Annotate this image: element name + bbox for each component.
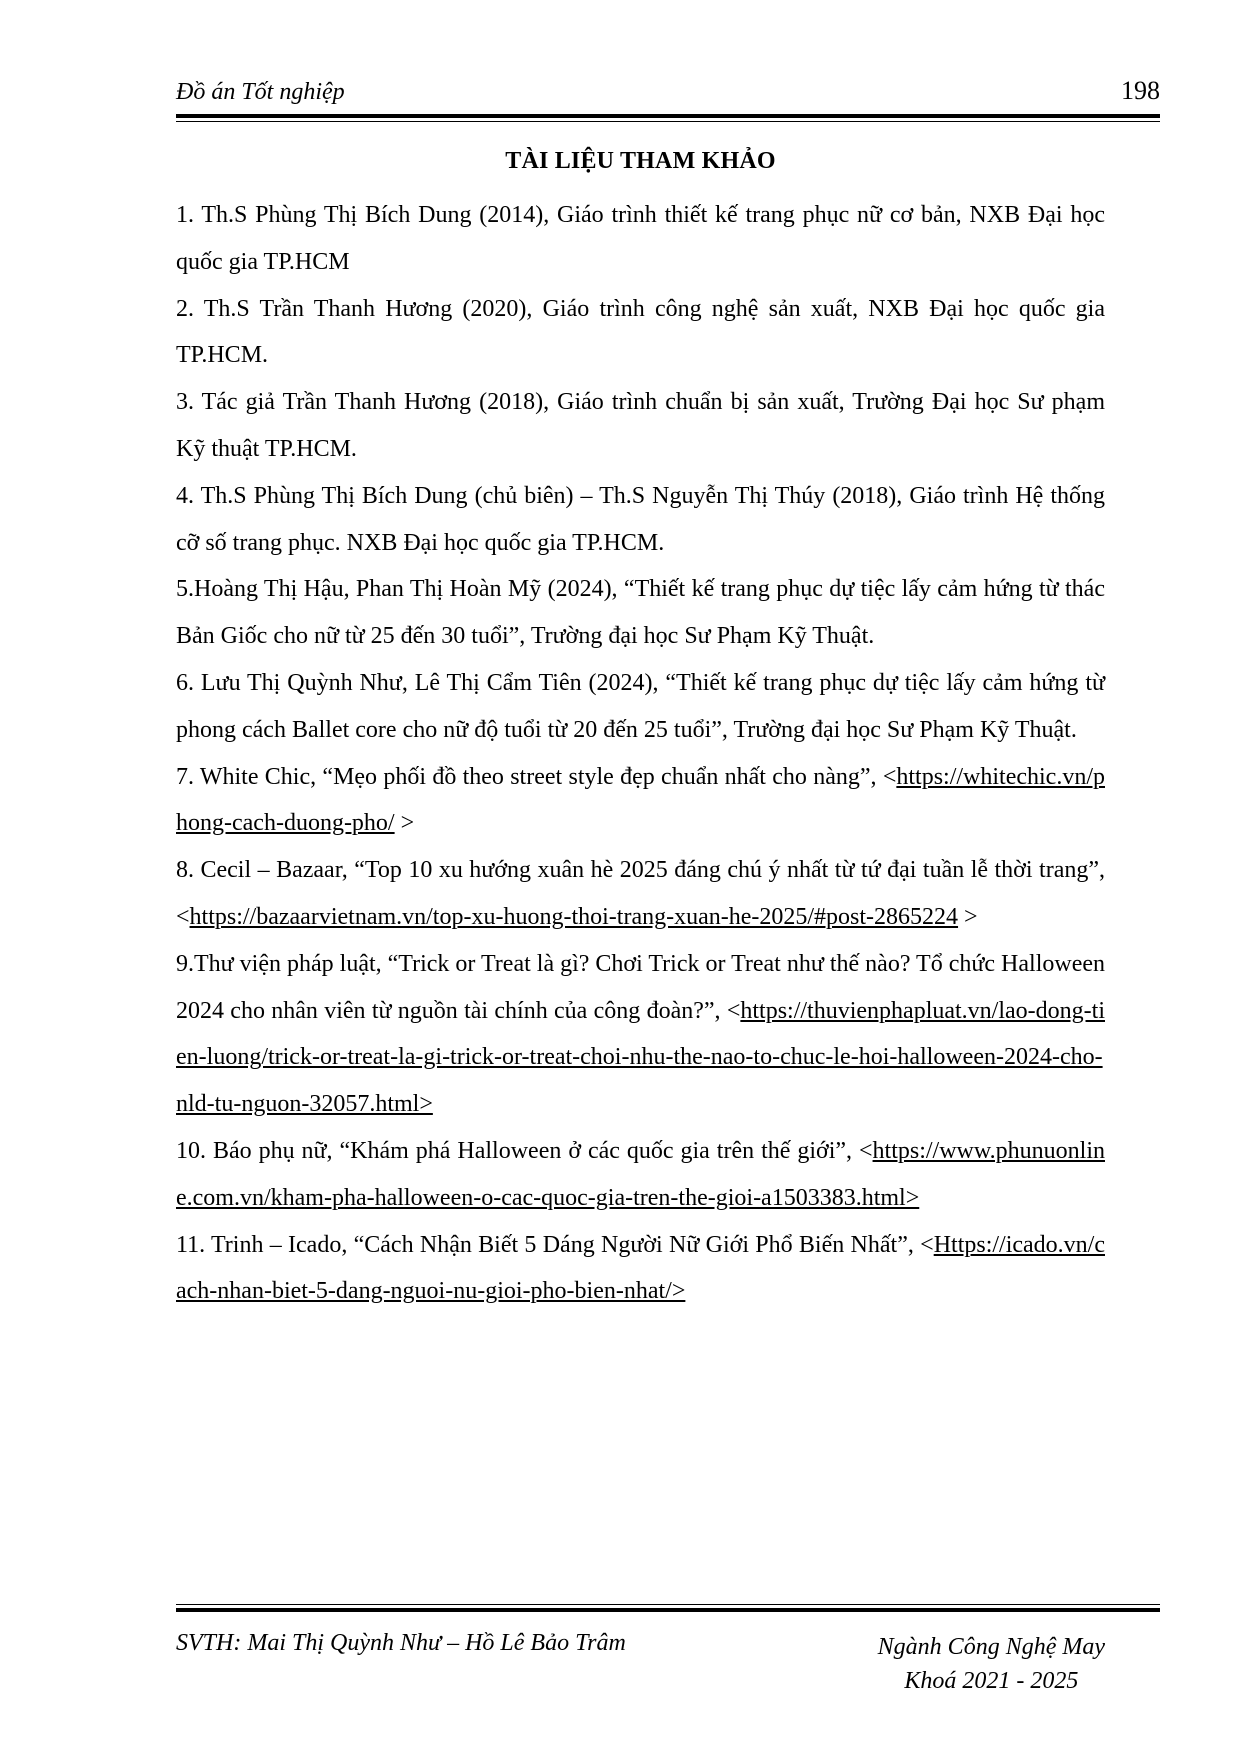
reference-item <box>176 660 1105 754</box>
reference-link-open: < <box>920 1231 934 1258</box>
reference-link-close: > <box>394 810 415 837</box>
reference-link-open: < <box>176 903 190 930</box>
reference-item <box>176 566 1105 660</box>
reference-text: 2. Th.S Trần Thanh Hương (2020), Giáo trình công nghệ sản xuất, NXB Đại học quốc gia TP.HCM. <box>176 295 1105 369</box>
reference-item <box>176 192 1105 286</box>
reference-list <box>176 192 1105 1315</box>
footer-major: Ngành Công Nghệ May <box>877 1634 1105 1660</box>
reference-text: 6. Lưu Thị Quỳnh Như, Lê Thị Cẩm Tiên (2024), “Thiết kế trang phục dự tiệc lấy cảm hứng từ phong cách Ballet core cho nữ độ tuổi từ 20 đến 25 tuổi”, Trường đại học Sư Phạm Kỹ Thuật. <box>176 669 1105 743</box>
reference-link[interactable]: https://whitechic.vn/phong-cach-duong-pho/ <box>176 763 1105 837</box>
reference-text: 3. Tác giả Trần Thanh Hương (2018), Giáo trình chuẩn bị sản xuất, Trường Đại học Sư phạm Kỹ thuật TP.HCM. <box>176 389 1105 462</box>
page-number: 198 <box>1121 76 1160 105</box>
header-rule-thick <box>176 114 1160 118</box>
header-title: Đồ án Tốt nghiệp <box>176 79 345 105</box>
reference-item <box>176 379 1105 473</box>
reference-item <box>176 286 1105 380</box>
reference-text: 8. Cecil – Bazaar, “Top 10 xu hướng xuân hè 2025 đáng chú ý nhất từ tứ đại tuần lễ thời trang”, <box>176 857 1105 884</box>
reference-link[interactable]: https://bazaarvietnam.vn/top-xu-huong-thoi-trang-xuan-he-2025/#post-2865224 <box>189 903 959 930</box>
reference-text: 1. Th.S Phùng Thị Bích Dung (2014), Giáo trình thiết kế trang phục nữ cơ bản, NXB Đại học quốc gia TP.HCM <box>176 202 1105 275</box>
reference-link-open: < <box>882 763 897 790</box>
reference-item <box>176 1222 1105 1316</box>
reference-text: 7. White Chic, “Mẹo phối đồ theo street style đẹp chuẩn nhất cho nàng”, <box>176 763 883 790</box>
reference-link-open: < <box>726 997 741 1024</box>
footer-rule-thin <box>176 1604 1160 1605</box>
reference-item <box>176 754 1105 848</box>
page-title: TÀI LIỆU THAM KHẢO <box>505 148 776 174</box>
reference-item <box>176 473 1105 567</box>
footer-program <box>878 1630 1105 1698</box>
reference-link[interactable]: https://thuvienphapluat.vn/lao-dong-tien-luong/trick-or-treat-la-gi-trick-or-treat-choi-nhu-the-nao-to-chuc-le-hoi-halloween-2024-cho-nld-tu-nguon-32057.html> <box>176 997 1105 1118</box>
reference-text: 9.Thư viện pháp luật, “Trick or Treat là gì? Chơi Trick or Treat như thế nào? Tổ chức Halloween 2024 cho nhân viên từ nguồn tài chính của công đoàn?”, <box>176 950 1105 1024</box>
footer-rule-thick <box>176 1608 1160 1612</box>
header-rule-thin <box>176 121 1160 122</box>
page-header <box>176 72 1160 112</box>
reference-item <box>176 847 1105 941</box>
reference-text: 10. Báo phụ nữ, “Khám phá Halloween ở các quốc gia trên thế giới”, <box>176 1137 859 1164</box>
reference-text: 4. Th.S Phùng Thị Bích Dung (chủ biên) – Th.S Nguyễn Thị Thúy (2018), Giáo trình Hệ thống cỡ số trang phục. NXB Đại học quốc gia TP.HCM. <box>176 482 1105 556</box>
reference-link-open: < <box>859 1137 873 1164</box>
reference-link-close: > <box>958 903 978 930</box>
reference-text: 11. Trinh – Icado, “Cách Nhận Biết 5 Dáng Người Nữ Giới Phổ Biến Nhất”, <box>176 1231 921 1258</box>
reference-item <box>176 1128 1105 1222</box>
footer-course: Khoá 2021 - 2025 <box>904 1668 1079 1694</box>
footer-authors: SVTH: Mai Thị Quỳnh Như – Hồ Lê Bảo Trâm <box>176 1630 626 1656</box>
reference-link[interactable]: https://www.phunuonline.com.vn/kham-pha-halloween-o-cac-quoc-gia-tren-the-gioi-a1503383.html> <box>176 1137 1105 1211</box>
reference-link[interactable]: Https://icado.vn/cach-nhan-biet-5-dang-nguoi-nu-gioi-pho-bien-nhat/> <box>176 1231 1105 1305</box>
reference-text: 5.Hoàng Thị Hậu, Phan Thị Hoàn Mỹ (2024), “Thiết kế trang phục dự tiệc lấy cảm hứng từ thác Bản Giốc cho nữ từ 25 đến 30 tuổi”, Trường đại học Sư Phạm Kỹ Thuật. <box>176 576 1105 650</box>
reference-item <box>176 941 1105 1128</box>
